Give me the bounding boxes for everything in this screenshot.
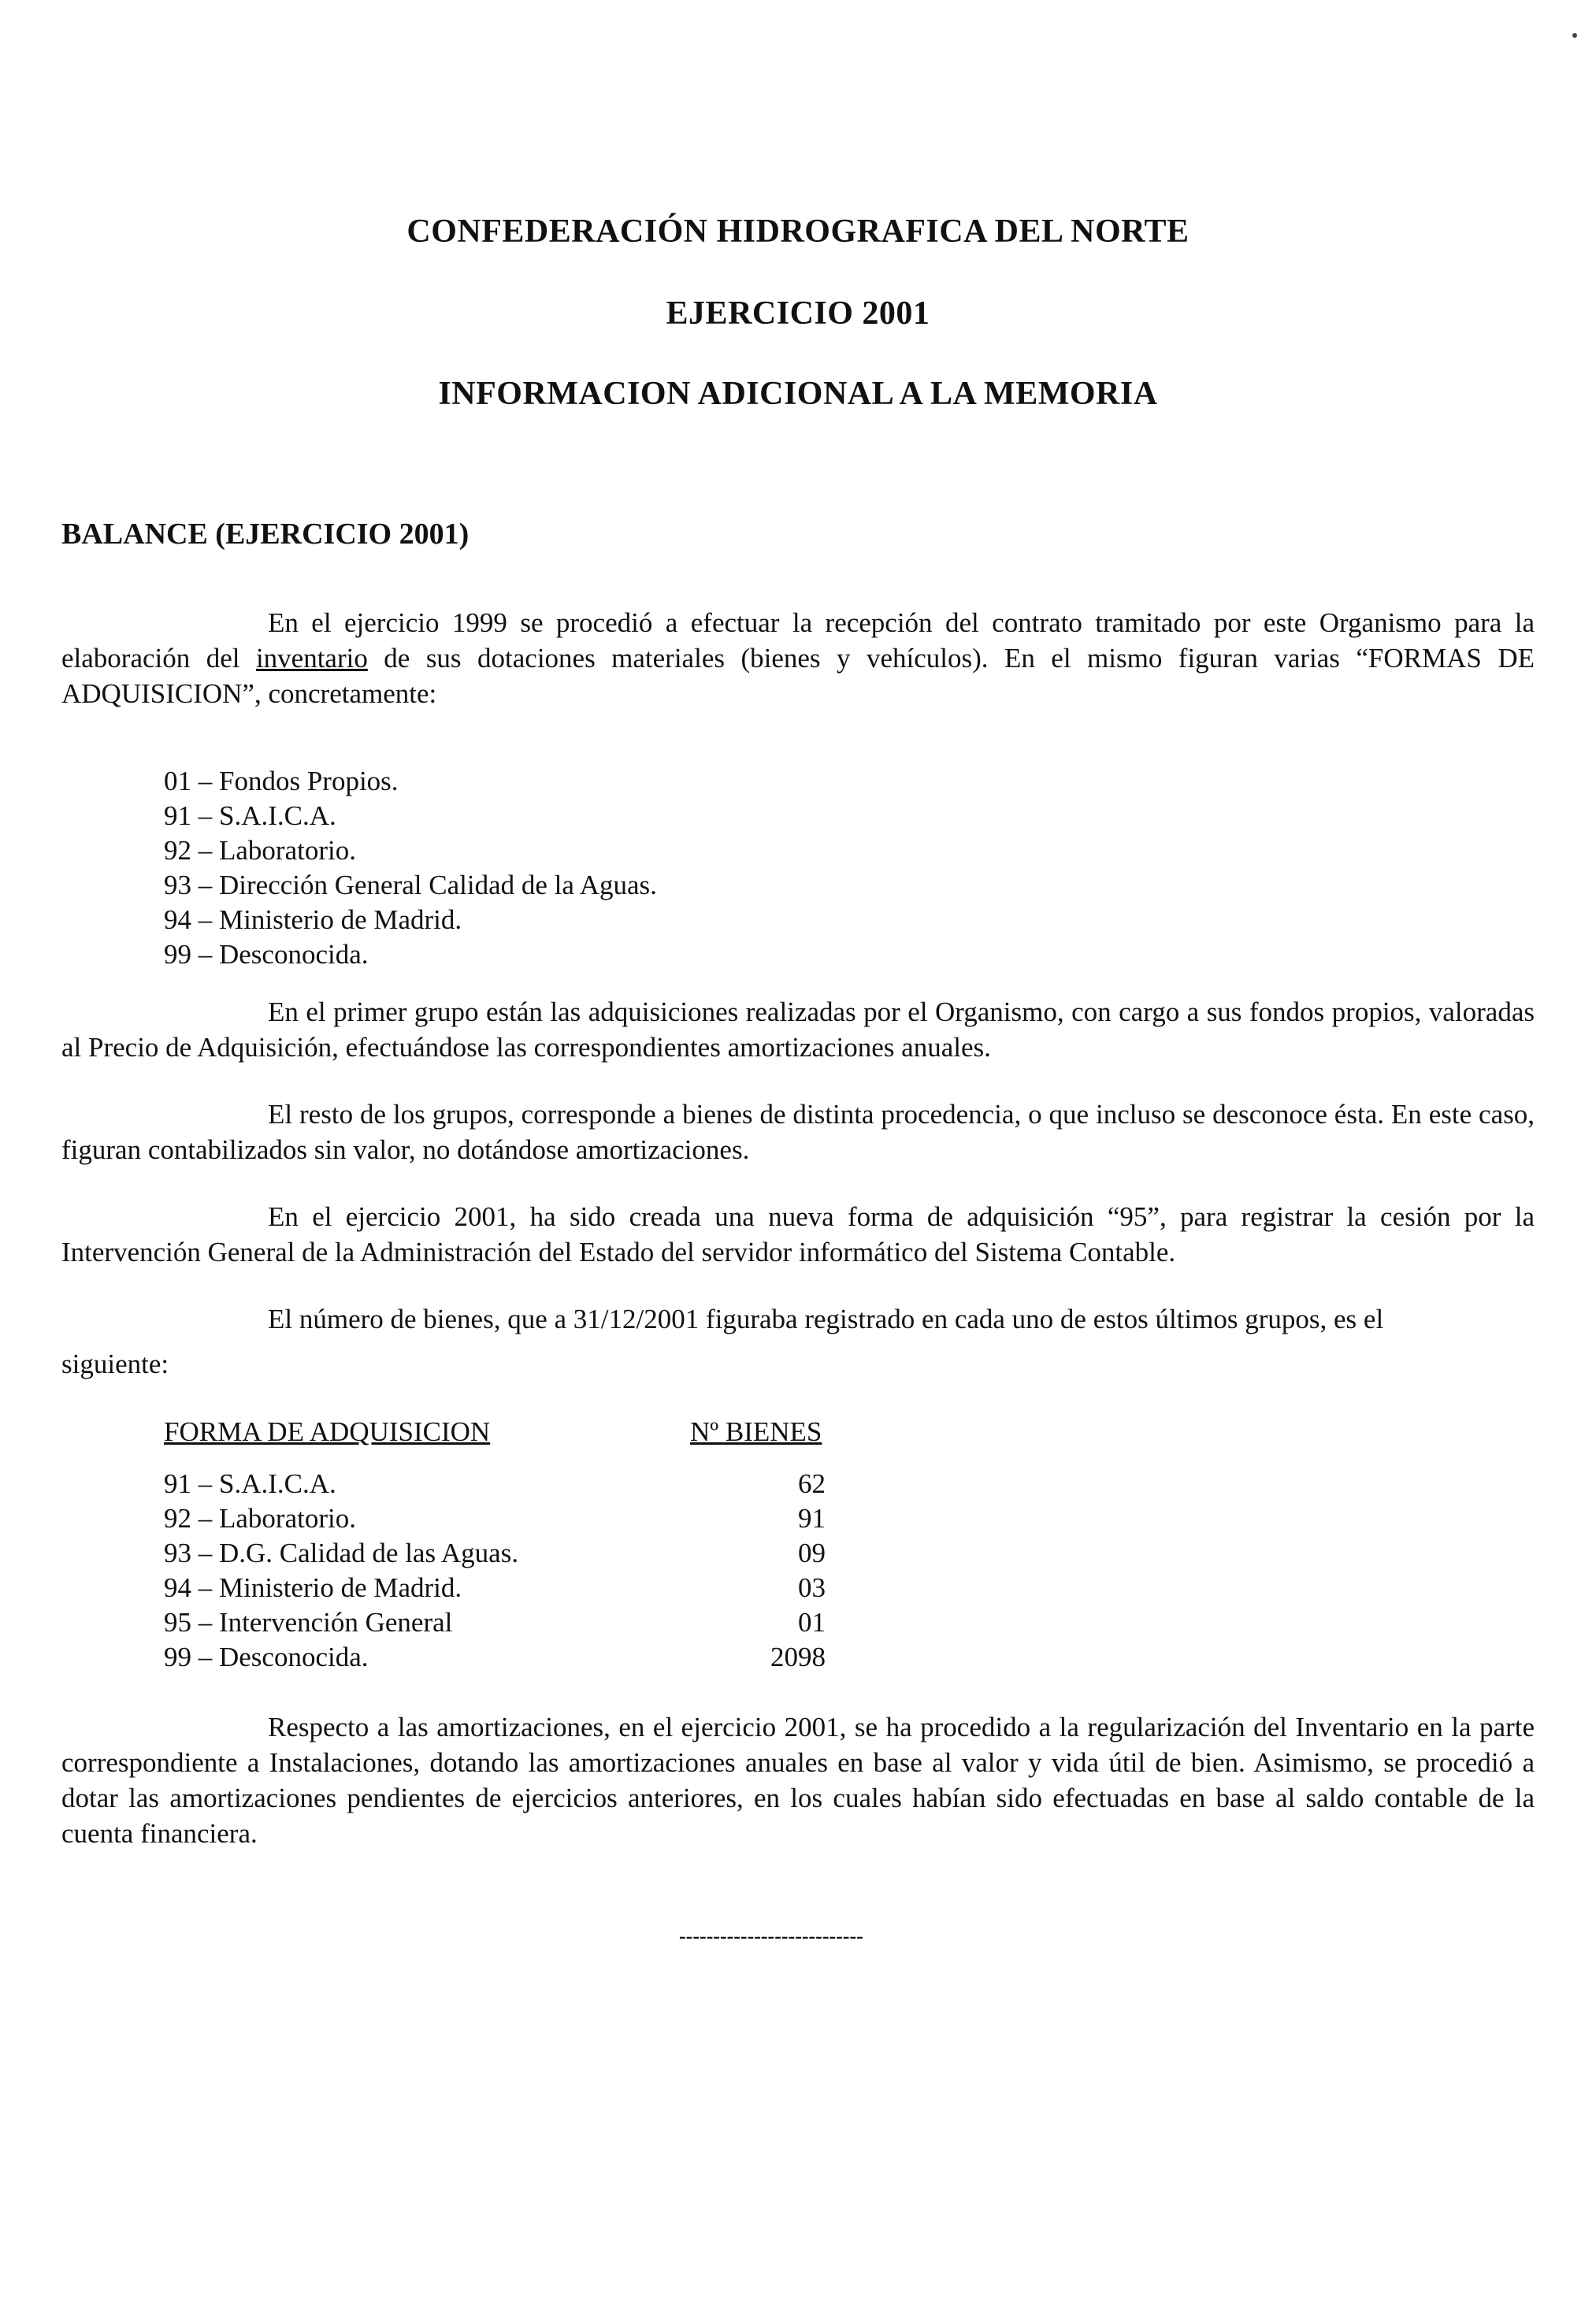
- table-row: [164, 1640, 826, 1675]
- paragraph-new-form: En el ejercicio 2001, ha sido creada una nueva forma de adquisición “95”, para registrar la cesión por la Intervención General de la Administración del Estado del servidor informático del Sistema Contable.: [61, 1201, 1535, 1267]
- table-row: [164, 1501, 826, 1536]
- header-subtitle: INFORMACION ADICIONAL A LA MEMORIA: [438, 376, 1158, 412]
- list-item: 01 – Fondos Propios.: [164, 766, 399, 796]
- table-cell-count: 91: [798, 1503, 826, 1534]
- header-organization: CONFEDERACIÓN HIDROGRAFICA DEL NORTE: [406, 213, 1190, 250]
- table-header-form: FORMA DE ADQUISICION: [164, 1416, 491, 1447]
- list-item: 99 – Desconocida.: [164, 939, 369, 970]
- header-fiscal-year: EJERCICIO 2001: [666, 295, 930, 332]
- table-cell-form: 94 – Ministerio de Madrid.: [164, 1572, 462, 1603]
- table-cell-form: 93 – D.G. Calidad de las Aguas.: [164, 1538, 519, 1568]
- table-cell-count: 62: [798, 1468, 826, 1499]
- table-cell-form: 92 – Laboratorio.: [164, 1503, 356, 1534]
- paragraph-inventory-part1: En el ejercicio 1999 se procedió a efectuar la recepción del contrato tramitado por este Organismo para la elaboración del: [61, 607, 1535, 674]
- scan-speck: [1572, 33, 1577, 38]
- paragraph-own-funds: En el primer grupo están las adquisiciones realizadas por el Organismo, con cargo a sus fondos propios, valoradas al Precio de Adquisición, efectuándose las correspondientes amortizaciones anuales.: [61, 996, 1535, 1063]
- table-cell-count: 09: [798, 1538, 826, 1568]
- table-cell-form: 99 – Desconocida.: [164, 1642, 369, 1672]
- list-item: 92 – Laboratorio.: [164, 835, 356, 866]
- paragraph-inventory-part2: de sus dotaciones materiales (bienes y vehículos). En el mismo figuran varias “FORMAS DE ADQUISICION”, concretamente:: [61, 643, 1535, 709]
- acquisition-forms-list: [164, 764, 657, 972]
- underlined-word: inventario: [255, 643, 368, 674]
- end-separator: ---------------------------: [679, 1924, 863, 1947]
- table-cell-count: 03: [798, 1572, 826, 1603]
- table-row: [164, 1536, 826, 1571]
- table-cell-form: 95 – Intervención General: [164, 1607, 453, 1638]
- list-item: 94 – Ministerio de Madrid.: [164, 904, 462, 935]
- list-item: 93 – Dirección General Calidad de la Aguas.: [164, 870, 657, 900]
- table-row: [164, 1467, 826, 1501]
- paragraph-count-intro: El número de bienes, que a 31/12/2001 figuraba registrado en cada uno de estos últimos grupos, es el: [268, 1304, 1384, 1334]
- paragraph-count-intro-end: siguiente:: [61, 1349, 169, 1379]
- list-item: 91 – S.A.I.C.A.: [164, 800, 336, 831]
- acquisition-count-table: [164, 1467, 826, 1675]
- paragraph-amortizations: Respecto a las amortizaciones, en el ejercicio 2001, se ha procedido a la regularización del Inventario en la parte correspondiente a Instalaciones, dotando las amortizaciones anuales en base al valor y vida útil de bien. Asimismo, se procedió a dotar las amortizaciones pendientes de ejercicios anteriores, en los cuales habían sido efectuadas en base al saldo contable de la cuenta financiera.: [61, 1712, 1535, 1849]
- table-cell-count: 01: [798, 1607, 826, 1638]
- section-title: BALANCE (EJERCICIO 2001): [61, 518, 470, 551]
- table-cell-count: 2098: [770, 1642, 826, 1672]
- paragraph-other-groups: El resto de los grupos, corresponde a bienes de distinta procedencia, o que incluso se desconoce ésta. En este caso, figuran contabilizados sin valor, no dotándose amortizaciones.: [61, 1099, 1535, 1165]
- table-row: [164, 1605, 826, 1640]
- table-cell-form: 91 – S.A.I.C.A.: [164, 1468, 336, 1499]
- table-header-count: Nº BIENES: [690, 1416, 822, 1447]
- table-row: [164, 1571, 826, 1605]
- paragraph-inventory: [61, 605, 1535, 711]
